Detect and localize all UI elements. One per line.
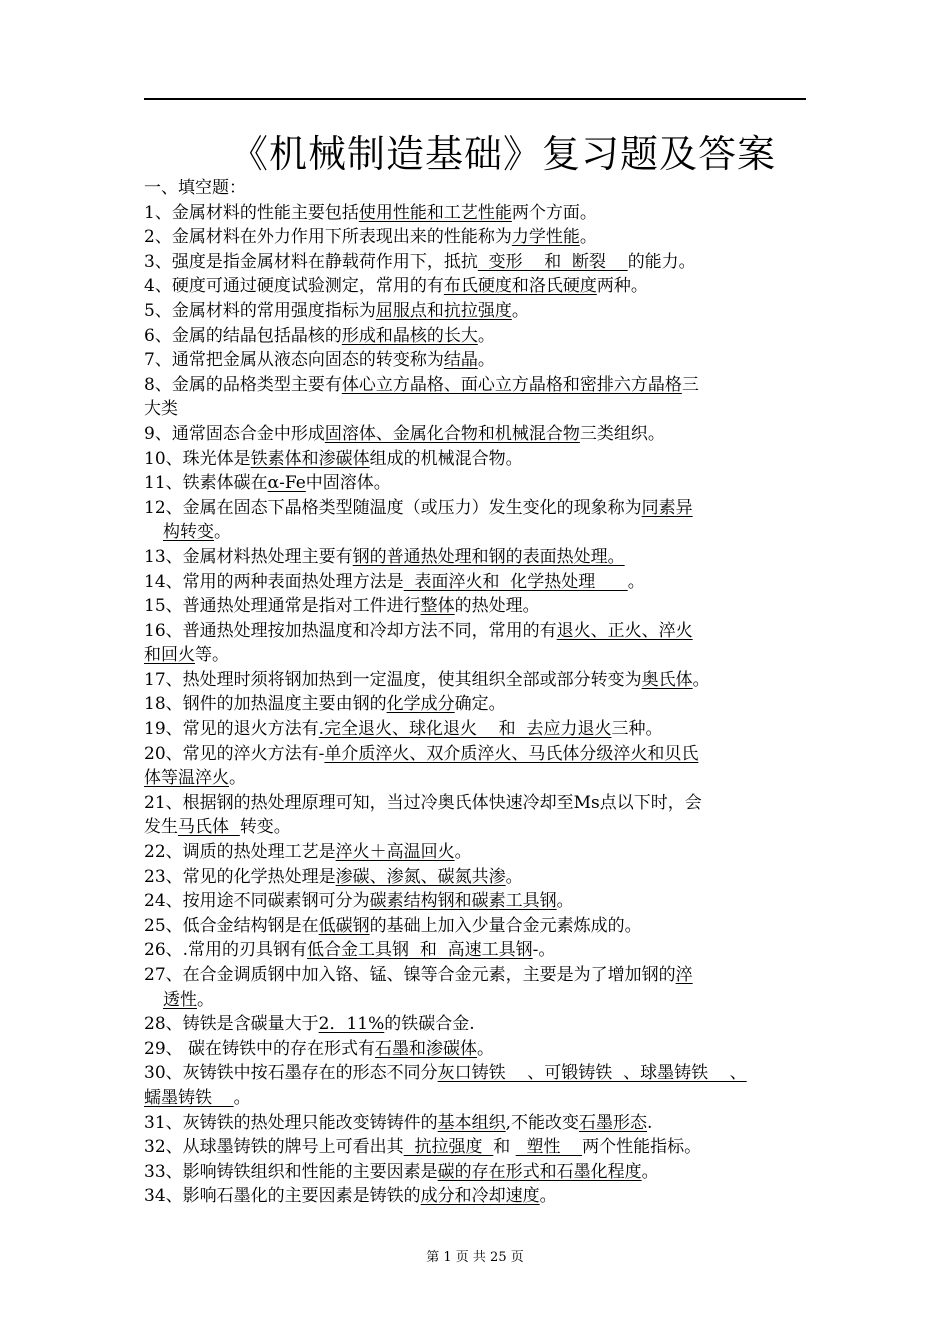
question-line (144, 717, 784, 742)
answer-blank: 体等温淬火 (144, 768, 229, 789)
question-text: 17、热处理时须将钢加热到一定温度，使其组织全部或部分转变为 (144, 669, 642, 690)
question-line (144, 225, 784, 250)
question-line (144, 865, 784, 890)
answer-blank: 淬 (675, 965, 693, 985)
answer-blank: 整体 (420, 596, 455, 617)
question-text: . (647, 1112, 653, 1133)
question-line (144, 496, 784, 521)
question-text: 27、在合金调质钢中加入铬、锰、镍等合金元素，主要是为了增加钢的 (144, 965, 676, 985)
question-text: 11、铁素体碳在 (144, 473, 268, 494)
question-text: 23、常见的化学热处理是 (144, 866, 336, 887)
question-text: 9、通常固态合金中形成 (144, 423, 325, 444)
question-text: 22、调质的热处理工艺是 (144, 842, 336, 863)
answer-blank: 同素异 (641, 497, 693, 518)
question-line (144, 840, 784, 865)
answer-blank: .完全退火、球化退火 和 去应力退火 (318, 719, 612, 740)
question-text: 。 (477, 325, 495, 346)
answer-blank: 退火、正火、淬火 (556, 620, 693, 641)
question-line (144, 1184, 784, 1209)
question-text: 4、硬度可通过硬度试验测定，常用的有 (144, 276, 444, 297)
question-line (144, 988, 784, 1013)
question-text: 和 (493, 1137, 516, 1158)
question-text: 三类组织。 (579, 423, 665, 444)
question-text: 28、铸铁是含碳量大于 (144, 1014, 319, 1035)
answer-blank: 固溶体、金属化合物和机械混合物 (324, 423, 580, 444)
question-text: 1、金属材料的性能主要包括 (144, 202, 359, 223)
answer-blank: 透性 (163, 989, 197, 1010)
question-text: 24、按用途不同碳素钢可分为 (144, 891, 370, 912)
question-text: 。 (214, 522, 231, 543)
question-text: 32、从球墨铸铁的牌号上可看出其 (144, 1137, 404, 1158)
answer-blank: 蠕墨铸铁 (144, 1087, 234, 1108)
answer-blank: 和回火 (144, 645, 195, 666)
answer-blank: 碳的存在形式和石墨化程度 (437, 1161, 642, 1182)
question-text: 组成的机械混合物。 (369, 448, 523, 469)
answer-blank: 化学成分 (386, 694, 455, 715)
question-text: ,不能改变 (505, 1112, 580, 1133)
answer-blank: 表面淬火和 化学热处理 (403, 571, 628, 592)
question-text: 7、通常把金属从液态向固态的转变称为 (144, 350, 444, 371)
question-text: 8、金属的品格类型主要有 (144, 374, 342, 395)
question-text: 。 (233, 1087, 251, 1108)
question-line (144, 299, 784, 324)
question-text: 的能力。 (627, 251, 696, 272)
question-line (144, 692, 784, 717)
answer-blank: 灰口铸铁 、可锻铸铁 、球墨铸铁 、 (437, 1063, 747, 1084)
answer-blank: α-Fe (267, 473, 306, 494)
question-line (144, 274, 784, 299)
question-line (144, 668, 784, 693)
answer-blank: 低合金工具钢 和 高速工具钢 (307, 940, 533, 961)
answer-blank: 布氏硬度和洛氏硬度 (443, 276, 597, 297)
question-text: 14、常用的两种表面热处理方法是 (144, 571, 404, 592)
question-text: 转变。 (239, 817, 291, 838)
question-line (144, 348, 784, 373)
section-heading: 一、填空题： (144, 178, 246, 198)
question-line (144, 201, 784, 226)
answer-blank: 钢的普通热处理和钢的表面热处理。 (352, 546, 625, 567)
question-text: 。 (454, 842, 472, 863)
question-line (144, 1037, 784, 1062)
question-text: 31、灰铸铁的热处理只能改变铸铸件的 (144, 1112, 438, 1133)
question-line (144, 397, 784, 422)
question-text: 16、普通热处理按加热温度和冷却方法不同，常用的有 (144, 620, 557, 641)
question-text: 。 (511, 300, 529, 321)
question-line (144, 1012, 784, 1037)
question-line (144, 545, 784, 570)
question-list (144, 201, 784, 1209)
question-line (144, 643, 784, 668)
answer-blank: 塑性 (515, 1137, 583, 1158)
answer-blank: 抗拉强度 (403, 1137, 494, 1158)
question-text: 6、金属的结晶包括晶核的 (144, 325, 342, 346)
question-text: 的铁碳合金. (384, 1014, 475, 1035)
question-line (144, 1111, 784, 1136)
question-text: 12、金属在固态下晶格类型随温度（或压力）发生变化的现象称为 (144, 497, 642, 518)
question-line (144, 889, 784, 914)
question-text: 。 (579, 227, 597, 248)
question-text: 18、钢件的加热温度主要由钢的 (144, 694, 387, 715)
question-text: 两种。 (596, 276, 648, 297)
question-line (144, 1061, 784, 1086)
question-line (144, 471, 784, 496)
question-text: 。 (477, 350, 495, 371)
answer-blank: 碳素结构钢和碳素工具钢 (369, 891, 557, 912)
question-text: 34、影响石墨化的主要因素是铸铁的 (144, 1186, 421, 1207)
question-text: 13、金属材料热处理主要有 (144, 546, 353, 567)
question-text: 19、常见的退火方法有 (144, 719, 319, 740)
answer-blank: 低碳钢 (318, 915, 370, 936)
answer-blank: 石墨和渗碳体 (375, 1038, 478, 1059)
question-line (144, 422, 784, 447)
question-line (144, 1135, 784, 1160)
question-text: 。 (641, 1161, 659, 1182)
answer-blank: 单介质淬火、双介质淬火、马氏体分级淬火和贝氏 (324, 743, 699, 764)
question-text: 两个方面。 (511, 202, 597, 223)
question-text: 三种。 (611, 719, 663, 740)
answer-blank: 力学性能 (511, 227, 580, 248)
question-text: 等。 (195, 645, 229, 666)
question-text: 。 (539, 1186, 557, 1207)
question-line (144, 447, 784, 472)
question-line (144, 250, 784, 275)
question-line (144, 594, 784, 619)
question-line (144, 619, 784, 644)
question-line (144, 815, 784, 840)
question-line (144, 324, 784, 349)
answer-blank: 淬火＋高温回火 (335, 842, 455, 863)
document-body (144, 176, 784, 1209)
question-text: 的基础上加入少量合金元素炼成的。 (369, 915, 642, 936)
question-line (144, 791, 784, 816)
answer-blank: 基本组织 (437, 1112, 506, 1133)
question-line (144, 1160, 784, 1185)
question-text: 5、金属材料的常用强度指标为 (144, 300, 376, 321)
question-text: 33、影响铸铁组织和性能的主要因素是 (144, 1161, 438, 1182)
question-text: 。 (627, 571, 645, 592)
question-text: 。 (477, 1038, 495, 1059)
question-text: 两个性能指标。 (582, 1137, 702, 1158)
question-text: 26、.常用的刃具钢有 (144, 940, 308, 961)
answer-blank: 构转变 (163, 522, 214, 543)
question-line (144, 766, 784, 791)
question-text: 2、金属材料在外力作用下所表现出来的性能称为 (144, 227, 512, 248)
question-text: 3、强度是指金属材料在静载荷作用下，抵抗 (144, 251, 478, 272)
question-line (144, 570, 784, 595)
answer-blank: 变形 和 断裂 (477, 251, 628, 272)
question-text: 21、根据钢的热处理原理可知，当过冷奥氏体快速冷却至Ms点以下时，会 (144, 792, 702, 813)
question-text: 10、珠光体是 (144, 448, 251, 469)
answer-blank: 马氏体 (178, 817, 240, 838)
question-text: 的热处理。 (454, 596, 540, 617)
header-rule (144, 98, 806, 100)
question-text: -。 (532, 940, 556, 961)
question-text: 中固溶体。 (305, 473, 391, 494)
question-text: 。 (692, 669, 710, 690)
answer-blank: 形成和晶核的长大 (341, 325, 478, 346)
question-line (144, 914, 784, 939)
question-text: 25、低合金结构钢是在 (144, 915, 319, 936)
page-footer: 第 1 页 共 25 页 (426, 1250, 524, 1265)
question-text: 。 (229, 768, 246, 789)
question-line (144, 373, 784, 398)
answer-blank: 使用性能和工艺性能 (358, 202, 512, 223)
question-line (144, 520, 784, 545)
question-text: 。 (505, 866, 523, 887)
question-text: 30、灰铸铁中按石墨存在的形态不同分 (144, 1063, 438, 1084)
answer-blank: 铁素体和渗碳体 (250, 448, 370, 469)
answer-blank: 成分和冷却速度 (420, 1186, 540, 1207)
answer-blank: 体心立方晶格、面心立方晶格和密排六方晶格 (341, 374, 682, 395)
question-text: 。 (556, 891, 574, 912)
answer-blank: 渗碳、渗氮、碳氮共渗 (335, 866, 506, 887)
question-line (144, 963, 784, 988)
question-text: 三 (681, 374, 699, 395)
question-text: 29、 碳在铸铁中的存在形式有 (144, 1038, 376, 1059)
answer-blank: 石墨形态 (579, 1112, 648, 1133)
answer-blank: 2．11% (318, 1014, 385, 1035)
question-text: 。 (197, 989, 214, 1010)
question-text: 20、常见的淬火方法有- (144, 743, 325, 764)
answer-blank: 奥氏体 (641, 669, 693, 690)
answer-blank: 屈服点和抗拉强度 (375, 300, 512, 321)
question-text: 确定。 (454, 694, 506, 715)
question-line (144, 1086, 784, 1111)
document-title: 《机械制造基础》复习题及答案 (229, 132, 776, 176)
question-text: 发生 (144, 817, 178, 838)
question-line (144, 938, 784, 963)
question-text: 大类 (144, 399, 178, 420)
question-text: 15、普通热处理通常是指对工件进行 (144, 596, 421, 617)
question-line (144, 742, 784, 767)
answer-blank: 结晶 (443, 350, 478, 371)
